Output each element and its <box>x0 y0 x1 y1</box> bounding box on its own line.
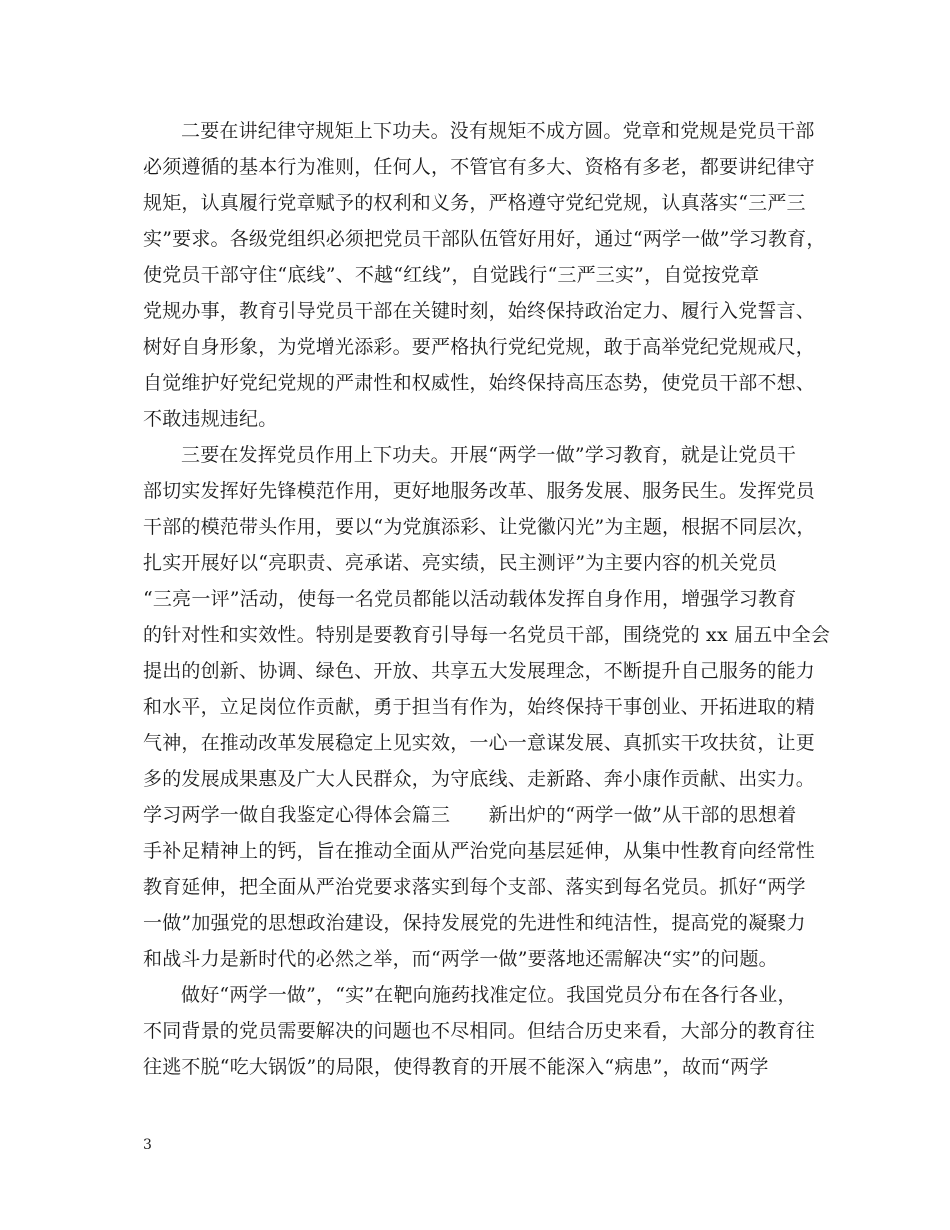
text-line: 扎实开展好以“亮职责、亮承诺、亮实绩，民主测评”为主要内容的机关党员 <box>143 552 778 574</box>
text-line: 教育延伸，把全面从严治党要求落实到每个支部、落实到每名党员。抓好“两学 <box>143 876 806 898</box>
text-line: 提出的创新、协调、绿色、开放、共享五大发展理念，不断提升自己服务的能力 <box>143 660 816 682</box>
text-line: 必须遵循的基本行为准则，任何人，不管官有多大、资格有多老，都要讲纪律守 <box>143 156 816 178</box>
text-line: 规矩，认真履行党章赋予的权利和义务，严格遵守党纪党规，认真落实“三严三 <box>143 192 806 214</box>
text-line: 做好“两学一做”，“实”在靶向施药找准定位。我国党员分布在各行各业， <box>181 984 797 1006</box>
text-line: 党规办事，教育引导党员干部在关键时刻，始终保持政治定力、履行入党誓言、 <box>143 300 816 322</box>
text-line: 的针对性和实效性。特别是要教育引导每一名党员干部，围绕党的 xx 届五中全会 <box>143 624 831 646</box>
text-line: 不敢违规违纪。 <box>143 408 278 430</box>
document-body <box>143 113 831 1085</box>
text-line: “三亮一评”活动，使每一名党员都能以活动载体发挥自身作用，增强学习教育 <box>143 588 797 610</box>
text-line: 不同背景的党员需要解决的问题也不尽相同。但结合历史来看，大部分的教育往 <box>143 1020 816 1042</box>
text-line: 手补足精神上的钙，旨在推动全面从严治党向基层延伸，从集中性教育向经常性 <box>143 840 816 862</box>
text-line: 使党员干部守住“底线”、不越“红线”，自觉践行“三严三实”，自觉按党章 <box>143 264 760 286</box>
text-line: 多的发展成果惠及广大人民群众，为守底线、走新路、奔小康作贡献、出实力。 <box>143 768 816 790</box>
text-line: 往逃不脱“吃大锅饭”的局限，使得教育的开展不能深入“病患”，故而“两学 <box>143 1056 769 1078</box>
text-line: 学习两学一做自我鉴定心得体会篇三 新出炉的“两学一做”从干部的思想着 <box>143 804 797 826</box>
text-line: 实”要求。各级党组织必须把党员干部队伍管好用好，通过“两学一做”学习教育， <box>143 228 826 250</box>
text-line: 和水平，立足岗位作贡献，勇于担当有作为，始终保持干事创业、开拓进取的精 <box>143 696 816 718</box>
text-line: 气神，在推动改革发展稳定上见实效，一心一意谋发展、真抓实干攻扶贫，让更 <box>143 732 816 754</box>
text-line: 树好自身形象，为党增光添彩。要严格执行党纪党规，敢于高举党纪党规戒尺， <box>143 336 816 358</box>
text-line: 一做”加强党的思想政治建设，保持发展党的先进性和纯洁性，提高党的凝聚力 <box>143 912 806 934</box>
page-number: 3 <box>143 1137 152 1153</box>
text-line: 自觉维护好党纪党规的严肃性和权威性，始终保持高压态势，使党员干部不想、 <box>143 372 816 394</box>
text-line: 二要在讲纪律守规矩上下功夫。没有规矩不成方圆。党章和党规是党员干部 <box>181 120 815 142</box>
text-line: 干部的模范带头作用，要以“为党旗添彩、让党徽闪光”为主题，根据不同层次， <box>143 516 816 538</box>
text-line: 和战斗力是新时代的必然之举，而“两学一做”要落地还需解决“实”的问题。 <box>143 948 778 970</box>
text-line: 三要在发挥党员作用上下功夫。开展“两学一做”学习教育，就是让党员干 <box>181 444 797 466</box>
text-line: 部切实发挥好先锋模范作用，更好地服务改革、服务发展、服务民生。发挥党员 <box>143 480 816 502</box>
